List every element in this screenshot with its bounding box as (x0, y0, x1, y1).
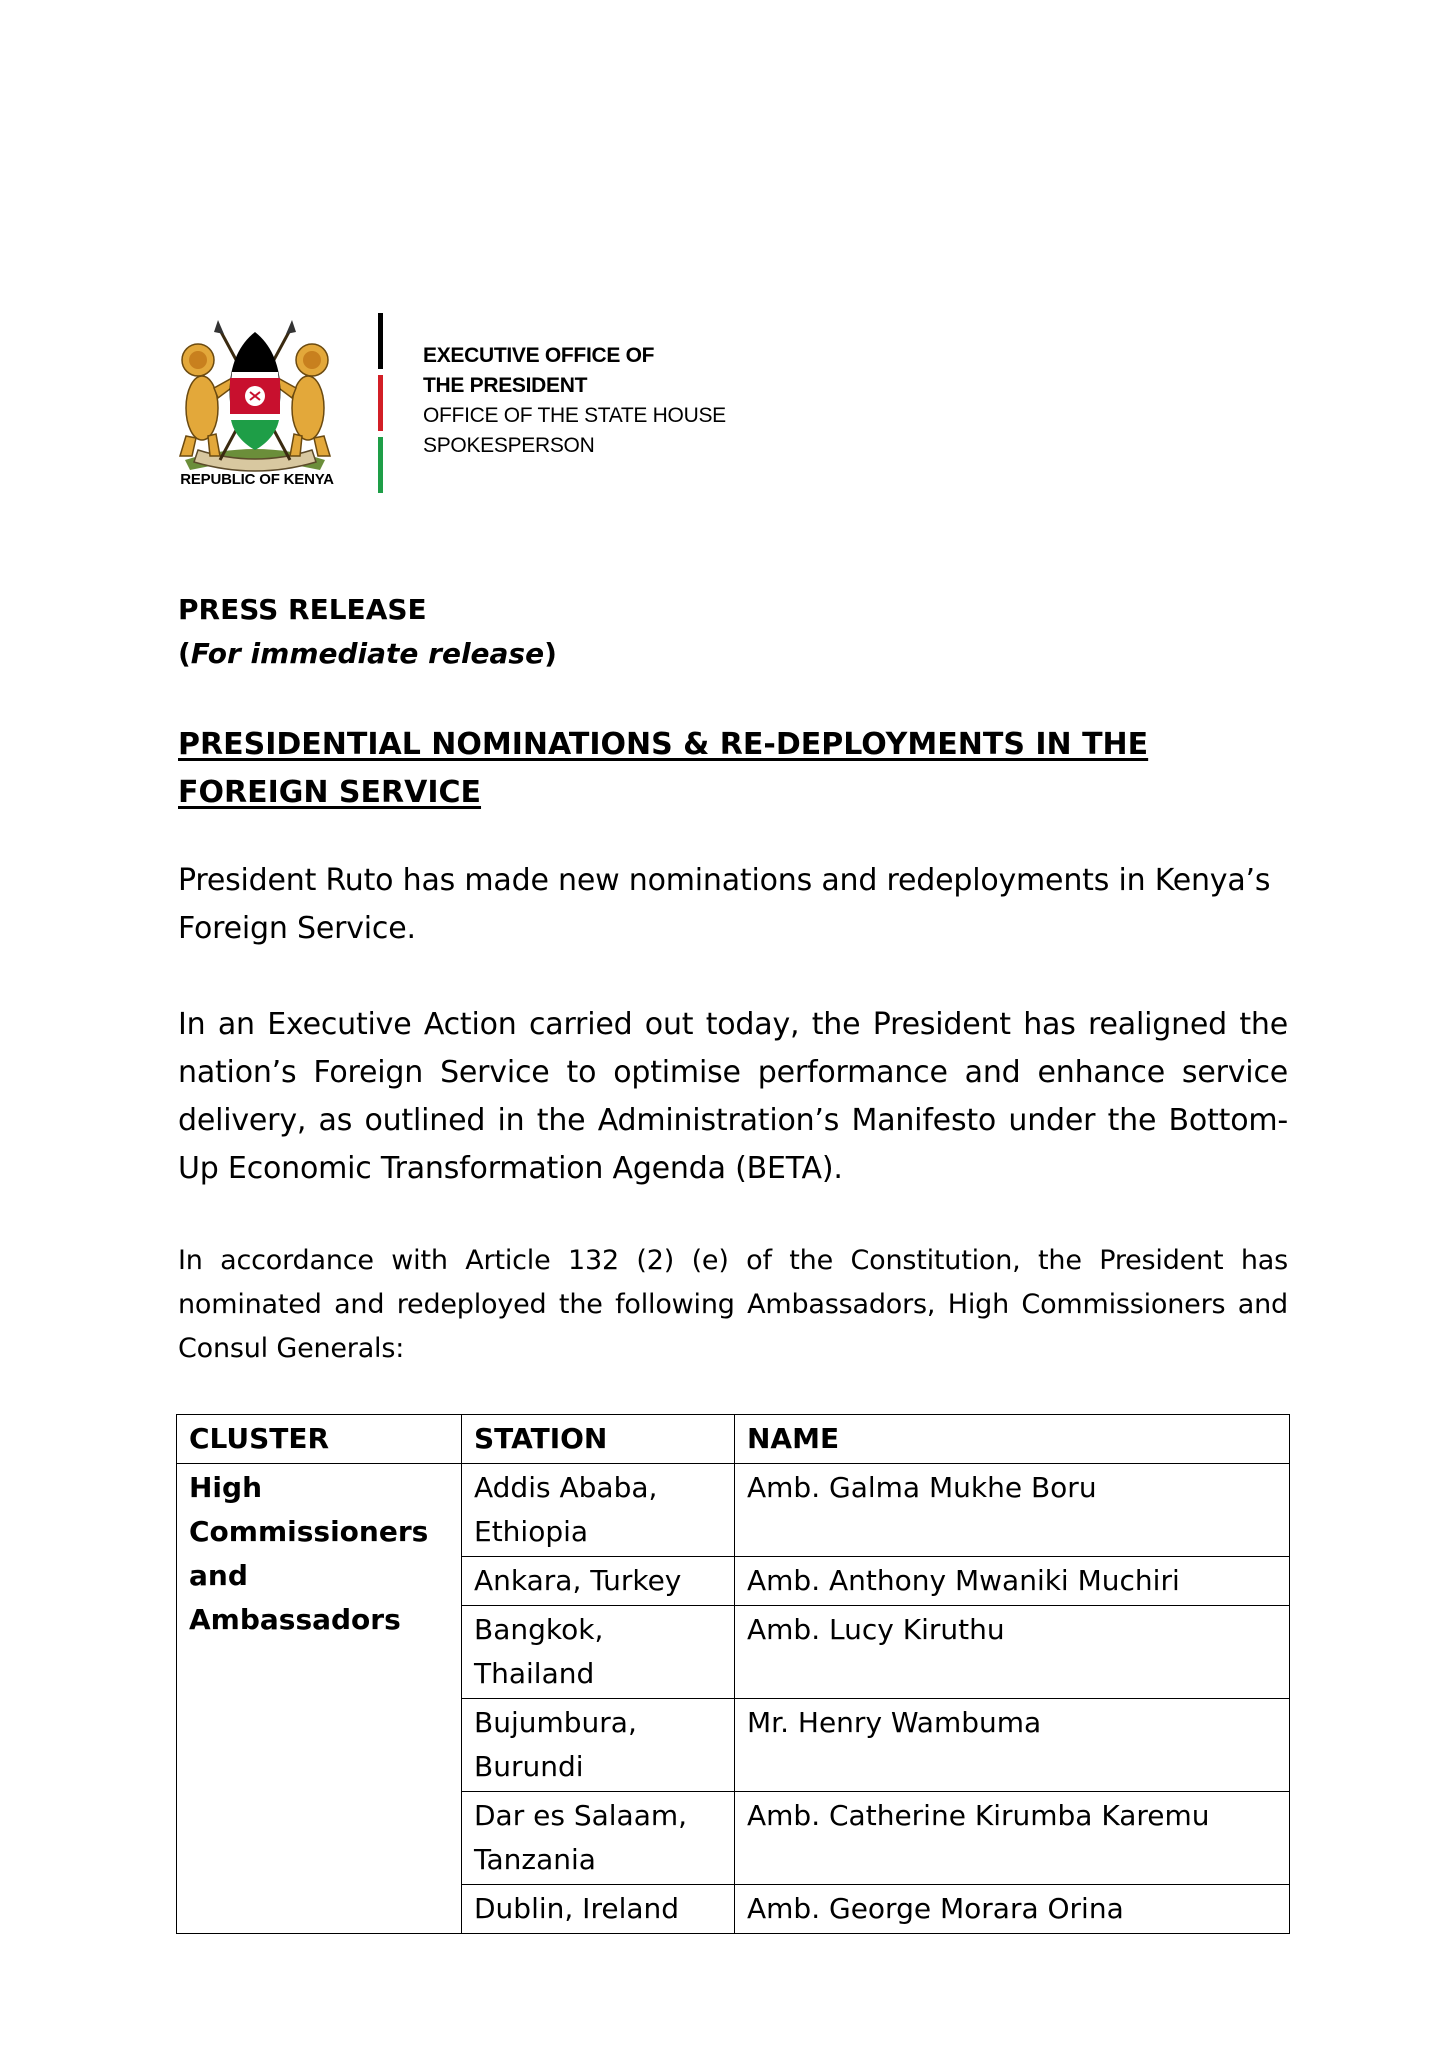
column-header-station: STATION (462, 1415, 735, 1464)
name-cell: Amb. George Morara Orina (735, 1885, 1290, 1934)
office-line-1: EXECUTIVE OFFICE OF (423, 344, 655, 367)
office-block (423, 341, 726, 461)
name-cell: Amb. Catherine Kirumba Karemu (735, 1792, 1290, 1885)
name-cell: Mr. Henry Wambuma (735, 1699, 1290, 1792)
station-cell: Bujumbura, Burundi (462, 1699, 735, 1792)
table-header-row (177, 1415, 1290, 1464)
cluster-cell: High Commissioners and Ambassadors (177, 1464, 462, 1934)
name-cell: Amb. Galma Mukhe Boru (735, 1464, 1290, 1557)
press-release-label: PRESS RELEASE (178, 593, 427, 626)
office-line-2: THE PRESIDENT (423, 374, 588, 397)
red-stripe (378, 375, 383, 431)
tricolor-divider (378, 313, 383, 493)
republic-label: REPUBLIC OF KENYA (180, 471, 334, 488)
executive-action-paragraph: In an Executive Action carried out today, the President has realigned the nation’s Foreign Service to optimise performance and enhance service delivery, as outlined in the Administration’s Manifesto under the Bottom-Up Economic Transformation Agenda (BETA). (178, 1007, 1288, 1186)
office-line-4: SPOKESPERSON (423, 434, 595, 457)
station-cell: Addis Ababa, Ethiopia (462, 1464, 735, 1557)
station-cell: Dublin, Ireland (462, 1885, 735, 1934)
coat-of-arms-icon (160, 310, 350, 480)
release-status: (For immediate release) (178, 637, 557, 670)
release-status-text: For immediate release (190, 637, 545, 670)
letterhead (160, 300, 780, 500)
station-cell: Bangkok, Thailand (462, 1606, 735, 1699)
name-cell: Amb. Lucy Kiruthu (735, 1606, 1290, 1699)
constitution-paragraph: In accordance with Article 132 (2) (e) of the Constitution, the President has nominated and redeployed the following Ambassadors, High Commissioners and Consul Generals: (178, 1245, 1288, 1364)
office-line-3: OFFICE OF THE STATE HOUSE (423, 404, 726, 427)
column-header-cluster: CLUSTER (177, 1415, 462, 1464)
nominations-table (176, 1414, 1290, 1934)
green-stripe (378, 437, 383, 493)
page-title: PRESIDENTIAL NOMINATIONS & RE-DEPLOYMENTS IN THE FOREIGN SERVICE (178, 727, 1149, 810)
table-row (177, 1464, 1290, 1557)
black-stripe (378, 313, 383, 369)
column-header-name: NAME (735, 1415, 1290, 1464)
station-cell: Dar es Salaam, Tanzania (462, 1792, 735, 1885)
intro-paragraph: President Ruto has made new nominations and redeployments in Kenya’s Foreign Service. (178, 863, 1271, 946)
name-cell: Amb. Anthony Mwaniki Muchiri (735, 1557, 1290, 1606)
station-cell: Ankara, Turkey (462, 1557, 735, 1606)
